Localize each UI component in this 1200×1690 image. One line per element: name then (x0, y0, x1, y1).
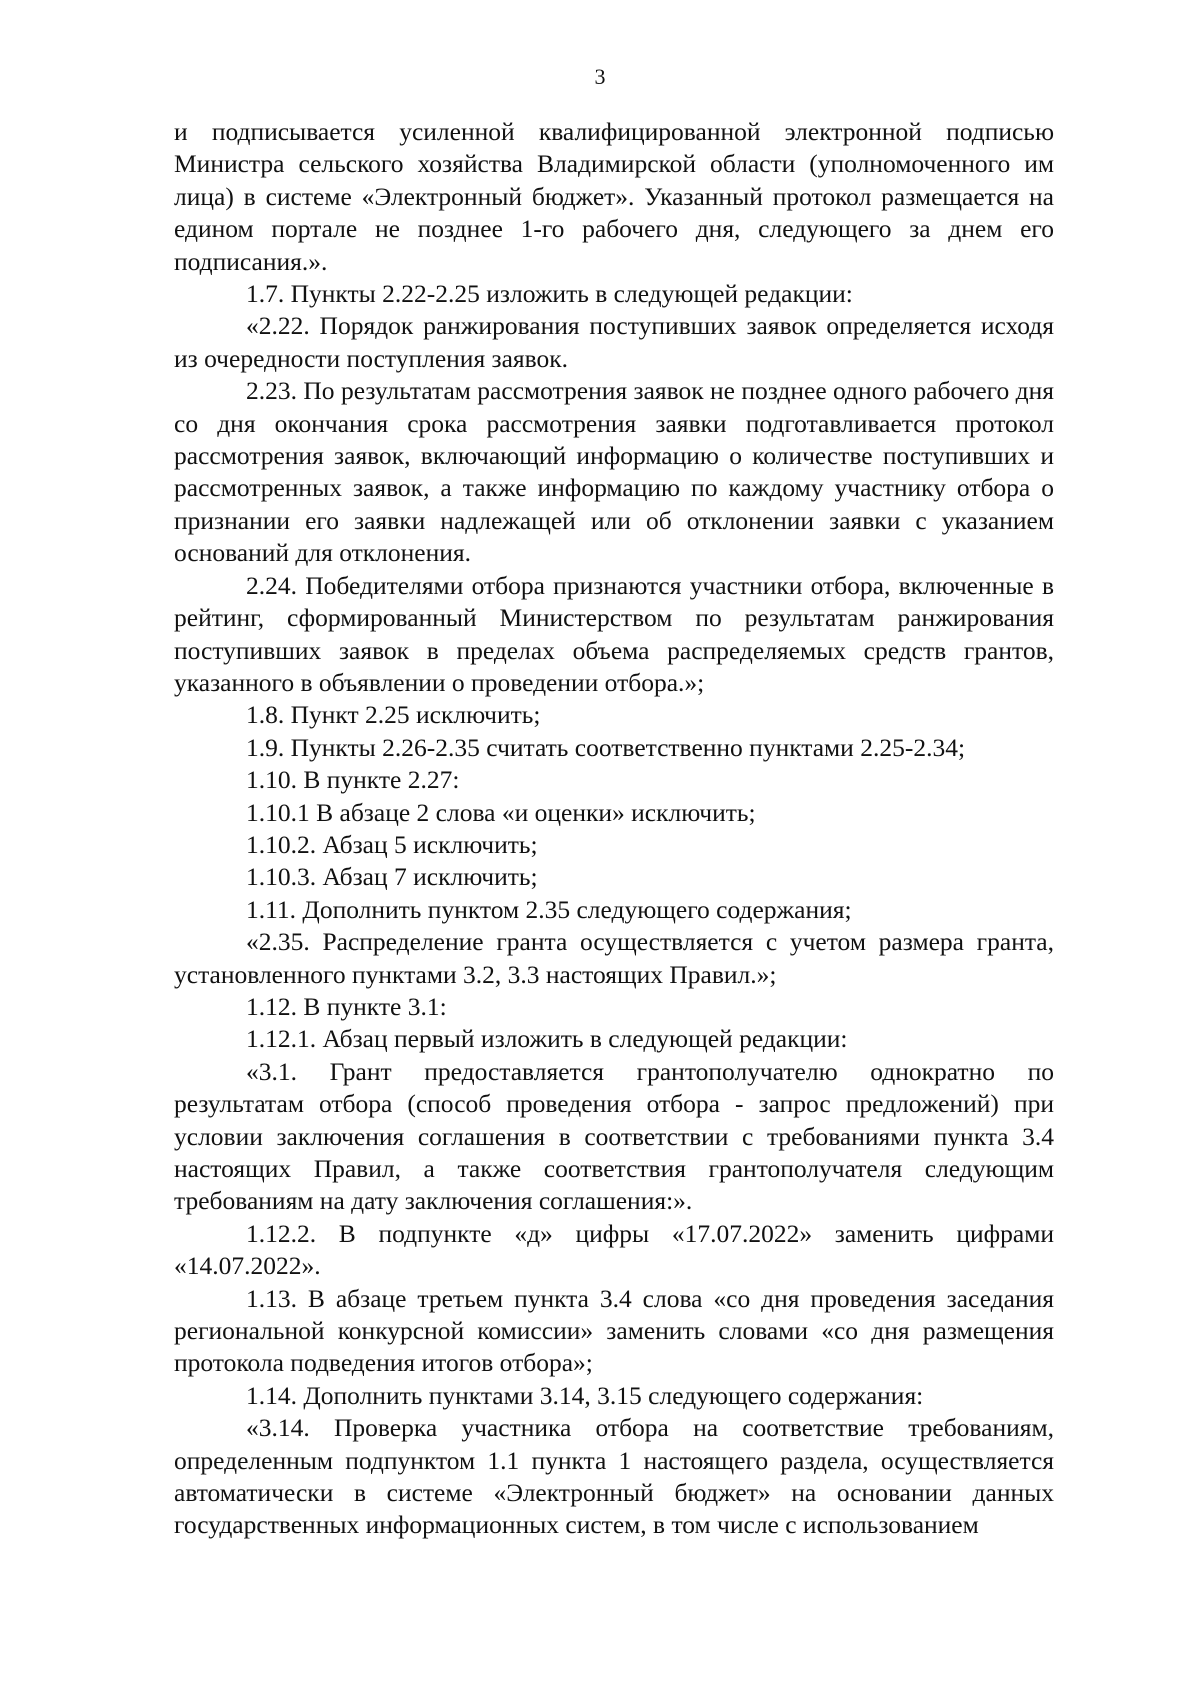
paragraph-1-10-3: 1.10.3. Абзац 7 исключить; (246, 862, 538, 892)
paragraph-1-10: 1.10. В пункте 2.27: (246, 765, 460, 795)
paragraph-protocol-signing: и подписывается усиленной квалифицированной электронной подписью Министра сельского хозяйства Владимирской области (уполномоченного им лица) в системе «Электронный бюджет». Указанный протокол размещается на едином портале не позднее 1-го рабочего дня, следующего за днем его подписания.». (174, 117, 1054, 276)
paragraph-2-22: «2.22. Порядок ранжирования поступивших заявок определяется исходя из очередности поступления заявок. (174, 311, 1054, 373)
paragraph-1-8: 1.8. Пункт 2.25 исключить; (246, 700, 541, 730)
paragraph-1-7: 1.7. Пункты 2.22-2.25 изложить в следующей редакции: (246, 279, 853, 309)
page-number: 3 (594, 64, 606, 89)
paragraph-1-14: 1.14. Дополнить пунктами 3.14, 3.15 следующего содержания: (246, 1380, 924, 1410)
paragraph-1-9: 1.9. Пункты 2.26-2.35 считать соответственно пунктами 2.25-2.34; (246, 732, 966, 762)
paragraph-2-23: 2.23. По результатам рассмотрения заявок не позднее одного рабочего дня со дня окончания срока рассмотрения заявки подготавливается протокол рассмотрения заявок, включающий информацию о количестве поступивших и рассмотренных заявок, а также информацию по каждому участнику отбора о признании его заявки надлежащей или об отклонении заявки с указанием оснований для отклонения. (174, 376, 1054, 568)
paragraph-2-35: «2.35. Распределение гранта осуществляется с учетом размера гранта, установленного пунктами 3.2, 3.3 настоящих Правил.»; (174, 927, 1054, 989)
paragraph-2-24: 2.24. Победителями отбора признаются участники отбора, включенные в рейтинг, сформированный Министерством по результатам ранжирования поступивших заявок в пределах объема распределяемых средств грантов, указанного в объявлении о проведении отбора.»; (174, 570, 1054, 697)
document-body (174, 116, 1054, 1542)
paragraph-1-11: 1.11. Дополнить пунктом 2.35 следующего содержания; (246, 894, 852, 924)
paragraph-1-13: 1.13. В абзаце третьем пункта 3.4 слова «со дня проведения заседания региональной конкурсной комиссии» заменить словами «со дня размещения протокола подведения итогов отбора»; (174, 1283, 1054, 1378)
paragraph-1-10-1: 1.10.1 В абзаце 2 слова «и оценки» исключить; (246, 797, 756, 827)
paragraph-3-1: «3.1. Грант предоставляется грантополучателю однократно по результатам отбора (способ проведения отбора - запрос предложений) при условии заключения соглашения в соответствии с требованиями пункта 3.4 настоящих Правил, а также соответствия грантополучателя следующим требованиям на дату заключения соглашения:». (174, 1056, 1054, 1216)
paragraph-1-12-1: 1.12.1. Абзац первый изложить в следующей редакции: (246, 1024, 848, 1054)
paragraph-3-14: «3.14. Проверка участника отбора на соответствие требованиям, определенным подпунктом 1.1 пункта 1 настоящего раздела, осуществляется автоматически в системе «Электронный бюджет» на основании данных государственных информационных систем, в том числе с использованием (174, 1413, 1054, 1540)
paragraph-1-12-2: 1.12.2. В подпункте «д» цифры «17.07.2022» заменить цифрами «14.07.2022». (174, 1218, 1054, 1281)
paragraph-1-10-2: 1.10.2. Абзац 5 исключить; (246, 829, 538, 859)
paragraph-1-12: 1.12. В пункте 3.1: (246, 991, 447, 1021)
